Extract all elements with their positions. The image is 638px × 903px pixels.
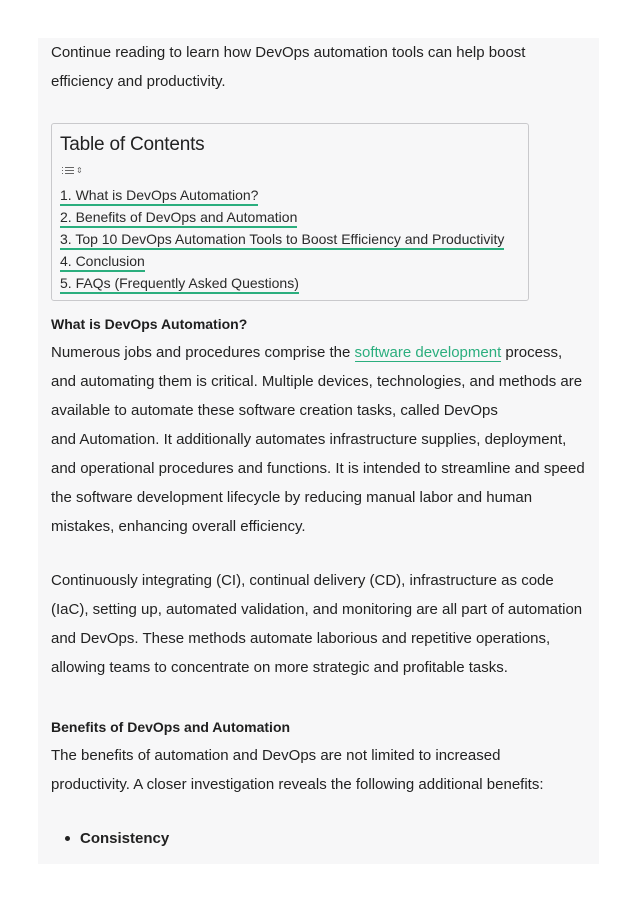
section-heading-what-is-devops: What is DevOps Automation? bbox=[51, 316, 248, 332]
paragraph-line: and operational procedures and functions. It is intended to streamline and speed bbox=[51, 460, 585, 477]
toc-item bbox=[60, 252, 504, 274]
paragraph-line: The benefits of automation and DevOps are not limited to increased bbox=[51, 747, 501, 764]
intro-line: Continue reading to learn how DevOps automation tools can help boost bbox=[51, 44, 526, 61]
paragraph-text: process, bbox=[501, 344, 563, 361]
paragraph-line: Continuously integrating (CI), continual delivery (CD), infrastructure as code bbox=[51, 572, 554, 589]
paragraph-line: available to automate these software creation tasks, called DevOps bbox=[51, 402, 498, 419]
document-page bbox=[38, 38, 599, 864]
toc-link-conclusion[interactable]: 4. Conclusion bbox=[60, 253, 145, 272]
toc-link-faqs[interactable]: 5. FAQs (Frequently Asked Questions) bbox=[60, 275, 299, 294]
paragraph-line: productivity. A closer investigation reveals the following additional benefits: bbox=[51, 776, 544, 793]
software-development-link[interactable]: software development bbox=[354, 344, 502, 361]
toc-link-what-is-devops[interactable]: 1. What is DevOps Automation? bbox=[60, 187, 258, 206]
toc-link-top-10-tools[interactable]: 3. Top 10 DevOps Automation Tools to Boost Efficiency and Productivity bbox=[60, 231, 504, 250]
toc-item bbox=[60, 208, 504, 230]
paragraph-line: allowing teams to concentrate on more strategic and profitable tasks. bbox=[51, 659, 508, 676]
intro-paragraph bbox=[51, 38, 525, 96]
section2-paragraph-1 bbox=[51, 741, 544, 799]
toc-link-benefits[interactable]: 2. Benefits of DevOps and Automation bbox=[60, 209, 297, 228]
toc-item bbox=[60, 230, 504, 252]
paragraph-line: and DevOps. These methods automate laborious and repetitive operations, bbox=[51, 630, 551, 647]
toc-title: Table of Contents bbox=[60, 134, 205, 155]
paragraph-line bbox=[51, 338, 585, 367]
toc-item bbox=[60, 186, 504, 208]
intro-line: efficiency and productivity. bbox=[51, 73, 226, 90]
paragraph-text: Numerous jobs and procedures comprise the bbox=[51, 344, 355, 361]
bullet-text: Consistency bbox=[80, 830, 170, 847]
paragraph-line: and automating them is critical. Multiple devices, technologies, and methods are bbox=[51, 373, 583, 390]
paragraph-line: (IaC), setting up, automated validation, and monitoring are all part of automation bbox=[51, 601, 583, 618]
paragraph-line: mistakes, enhancing overall efficiency. bbox=[51, 518, 306, 535]
bullet-list-item bbox=[65, 830, 169, 847]
section1-paragraph-1 bbox=[51, 338, 585, 541]
toc-list bbox=[60, 186, 504, 296]
paragraph-line: the software development lifecycle by reducing manual labor and human bbox=[51, 489, 533, 506]
list-icon bbox=[62, 165, 74, 176]
bullet-icon bbox=[65, 836, 70, 841]
paragraph-line: and Automation. It additionally automates infrastructure supplies, deployment, bbox=[51, 431, 567, 448]
toc-item bbox=[60, 274, 504, 296]
chevron-updown-icon: ⇕ bbox=[76, 166, 83, 175]
section1-paragraph-2 bbox=[51, 566, 582, 682]
section-heading-benefits: Benefits of DevOps and Automation bbox=[51, 719, 291, 735]
table-of-contents bbox=[51, 123, 529, 301]
toc-toggle-button[interactable] bbox=[62, 165, 83, 176]
